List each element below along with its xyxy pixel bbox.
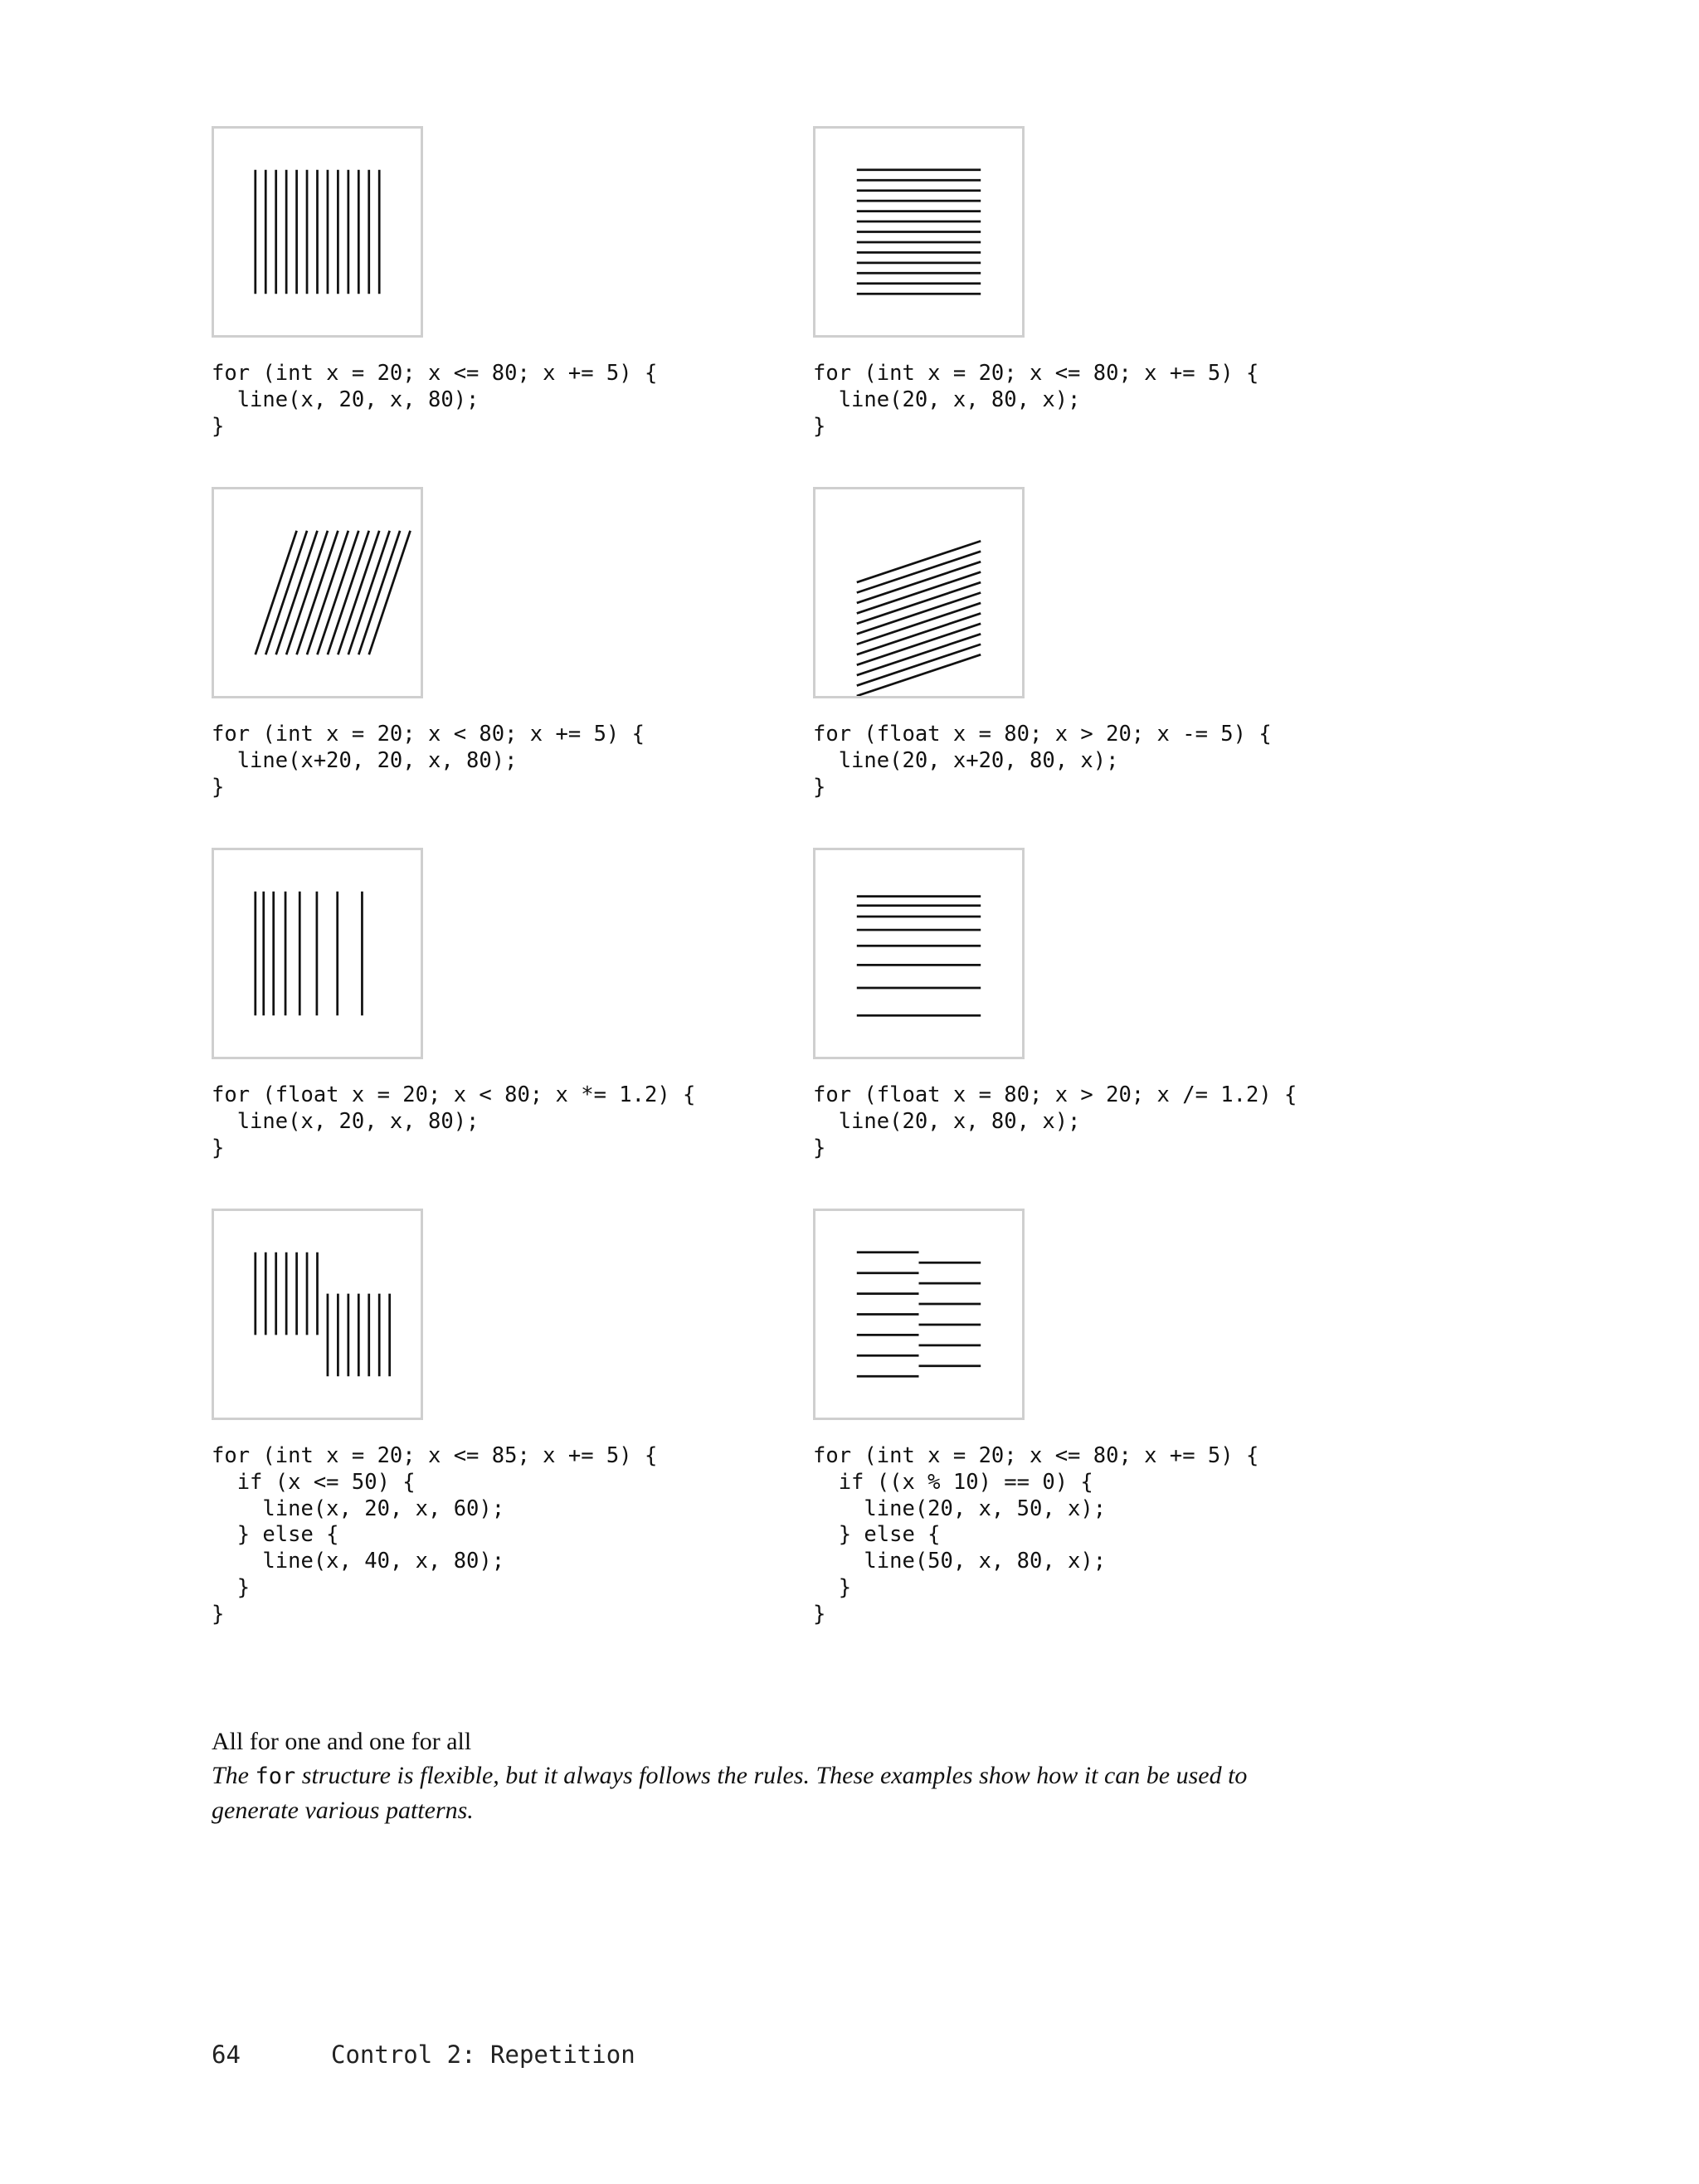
sketch-4-line-9 bbox=[857, 572, 981, 614]
example-7-canvas bbox=[212, 1209, 423, 1420]
example-6-canvas bbox=[813, 848, 1025, 1059]
sketch-4-line-2 bbox=[857, 644, 981, 686]
example-3-code: for (int x = 20; x < 80; x += 5) { line(x+20, 20, x, 80); } bbox=[212, 722, 645, 800]
sketch-3-line-6 bbox=[307, 531, 348, 654]
sketch-3-line-9 bbox=[338, 531, 379, 654]
sketch-4-line-3 bbox=[857, 634, 981, 675]
sketch-3-line-12 bbox=[369, 531, 411, 654]
example-8-code: for (int x = 20; x <= 80; x += 5) { if ((x % 10) == 0) { line(20, x, 50, x); } else { line(50, x, 80, x); } } bbox=[813, 1443, 1259, 1627]
sketch-4-line-5 bbox=[857, 613, 981, 654]
example-1-code: for (int x = 20; x <= 80; x += 5) { line(x, 20, x, 80); } bbox=[212, 361, 658, 439]
chapter-title: Control 2: Repetition bbox=[331, 2041, 635, 2069]
example-6-code: for (float x = 80; x > 20; x /= 1.2) { line(20, x, 80, x); } bbox=[813, 1082, 1297, 1160]
example-2-code: for (int x = 20; x <= 80; x += 5) { line(20, x, 80, x); } bbox=[813, 361, 1259, 439]
sketch-4-line-11 bbox=[857, 552, 981, 593]
example-3-canvas bbox=[212, 487, 423, 698]
page-number: 64 bbox=[212, 2041, 241, 2069]
sketch-3-line-4 bbox=[286, 531, 328, 654]
example-8-canvas bbox=[813, 1209, 1025, 1420]
example-4-code: for (float x = 80; x > 20; x -= 5) { line(20, x+20, 80, x); } bbox=[813, 722, 1272, 800]
caption-text-before: The bbox=[212, 1762, 256, 1789]
sketch-3-line-7 bbox=[318, 531, 359, 654]
caption-text bbox=[212, 1758, 1249, 1827]
example-7-code: for (int x = 20; x <= 85; x += 5) { if (x <= 50) { line(x, 20, x, 60); } else { line(x, 40, x, 80); } } bbox=[212, 1443, 658, 1627]
sketch-3-line-8 bbox=[328, 531, 369, 654]
sketch-4-line-6 bbox=[857, 603, 981, 644]
sketch-4-line-4 bbox=[857, 624, 981, 665]
caption-text-after: structure is flexible, but it always follows the rules. These examples show how it can be used to generate various patterns. bbox=[212, 1762, 1248, 1824]
caption-keyword: for bbox=[255, 1763, 296, 1789]
example-5-code: for (float x = 20; x < 80; x *= 1.2) { line(x, 20, x, 80); } bbox=[212, 1082, 696, 1160]
example-4-canvas bbox=[813, 487, 1025, 698]
sketch-3-line-11 bbox=[358, 531, 400, 654]
sketch-4-line-12 bbox=[857, 541, 981, 582]
caption-title: All for one and one for all bbox=[212, 1728, 472, 1755]
sketch-3-line-10 bbox=[348, 531, 390, 654]
sketch-4-line-7 bbox=[857, 593, 981, 635]
sketch-3-line-3 bbox=[276, 531, 318, 654]
example-1-canvas bbox=[212, 126, 423, 338]
figure-caption bbox=[212, 1725, 1249, 1827]
sketch-4-line-1 bbox=[857, 654, 981, 696]
example-5-canvas bbox=[212, 848, 423, 1059]
sketch-4-line-8 bbox=[857, 582, 981, 624]
sketch-3-line-1 bbox=[256, 531, 297, 654]
example-2-canvas bbox=[813, 126, 1025, 338]
sketch-4-line-10 bbox=[857, 562, 981, 603]
sketch-3-line-2 bbox=[265, 531, 307, 654]
sketch-3-line-5 bbox=[297, 531, 338, 654]
